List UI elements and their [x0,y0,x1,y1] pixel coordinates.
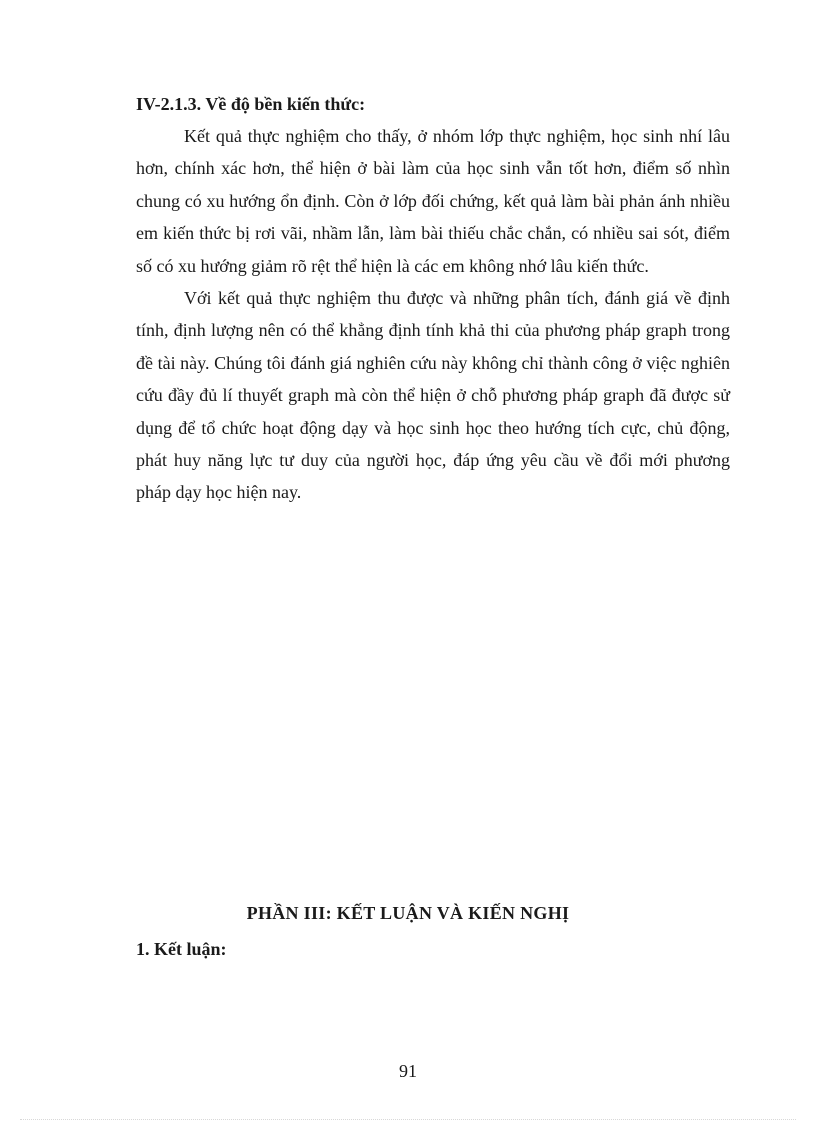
conclusion-subheading: 1. Kết luận: [136,939,227,959]
page-number: 91 [399,1061,417,1081]
part-title: PHẦN III: KẾT LUẬN VÀ KIẾN NGHỊ [246,903,570,923]
section-heading: IV-2.1.3. Về độ bền kiến thức: [136,94,366,114]
body-paragraph-1: Kết quả thực nghiệm cho thấy, ở nhóm lớp thực nghiệm, học sinh nhí lâu hơn, chính xác hơn, thể hiện ở bài làm của học sinh vẫn tốt hơn, điểm số nhìn chung có xu hướng ổn định. Còn ở lớp đối chứng, kết quả làm bài phản ánh nhiều em kiến thức bị rơi vãi, nhầm lẫn, làm bài thiếu chắc chắn, có nhiều sai sót, điểm số có xu hướng giảm rõ rệt thể hiện là các em không nhớ lâu kiến thức. [136,126,730,276]
main-content [136,92,730,509]
page-bottom-divider [20,1119,796,1120]
body-paragraph-2: Với kết quả thực nghiệm thu được và những phân tích, đánh giá về định tính, định lượng nên có thể khẳng định tính khả thi của phương pháp graph trong đề tài này. Chúng tôi đánh giá nghiên cứu này không chỉ thành công ở việc nghiên cứu đầy đủ lí thuyết graph mà còn thể hiện ở chỗ phương pháp graph đã được sử dụng để tổ chức hoạt động dạy và học sinh học theo hướng tích cực, chủ động, phát huy năng lực tư duy của người học, đáp ứng yêu cầu về đổi mới phương pháp dạy học hiện nay. [136,288,730,503]
